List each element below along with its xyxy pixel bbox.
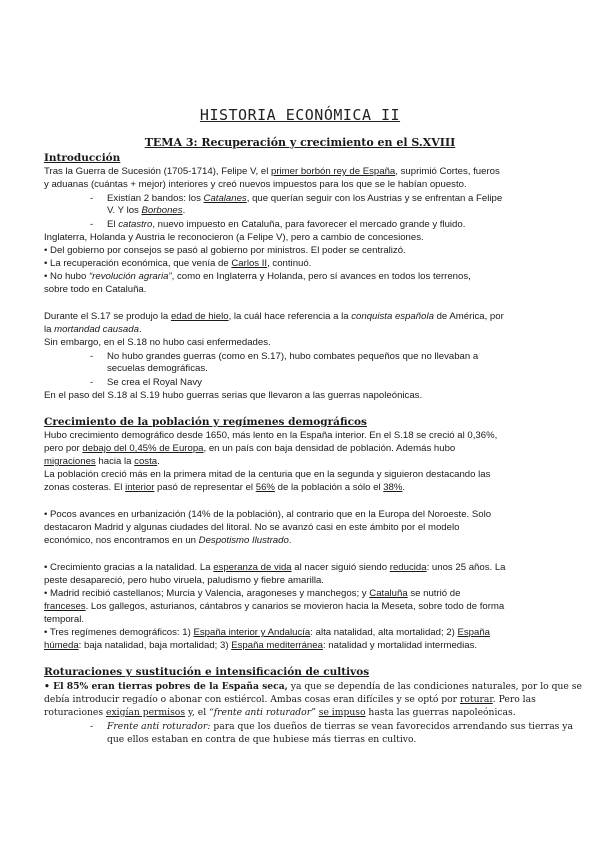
- pob-line-2: pero por debajo del 0,45% de Europa, en un país con baja densidad de población. Además hubo: [44, 443, 456, 454]
- intro-bullet-4: Se crea el Royal Navy: [107, 377, 202, 388]
- intro-line-5: • La recuperación económica, que venía de Carlos II, continuó.: [44, 258, 312, 269]
- intro-line-6: • No hubo “revolución agraria”, como en Inglaterra y Holanda, pero sí avances en todos los terrenos,: [44, 271, 471, 282]
- intro-line-4: • Del gobierno por consejos se pasó al gobierno por ministros. El poder se centralizó.: [44, 245, 406, 256]
- pob-line-3: migraciones hacia la costa.: [44, 456, 160, 467]
- pob-line-6: • Pocos avances en urbanización (14% de la población), al contrario que en la Europa del Noroeste. Solo: [44, 509, 492, 520]
- rot-line-1: • El 85% eran tierras pobres de la España seca, ya que se dependía de las condiciones naturales, por lo que se: [44, 681, 582, 692]
- section-heading-intro: Introducción: [44, 152, 121, 164]
- intro-line-2: y aduanas (cuántas + mejor) interiores y creó nuevos impuestos para los que se le habían opuesto.: [44, 179, 467, 190]
- pob-line-4: La población creció más en la primera mitad de la centuria que en la segunda y siguieron destacando las: [44, 469, 491, 480]
- document-subtitle: TEMA 3: Recuperación y crecimiento en el S.XVIII: [144, 136, 456, 149]
- pob-line-14: • Tres regímenes demográficos: 1) España interior y Andalucía: alta natalidad, alta mortalidad; 2) España: [44, 627, 491, 638]
- intro-bullet-3a: No hubo grandes guerras (como en S.17), hubo combates pequeños que no llevaban a: [107, 351, 479, 362]
- pob-line-13: temporal.: [44, 614, 84, 625]
- pob-line-9: • Crecimiento gracias a la natalidad. La esperanza de vida al nacer siguió siendo reducida: unos 25 años. La: [44, 562, 506, 573]
- bullet-dash: -: [90, 219, 94, 230]
- bullet-dash: -: [90, 721, 94, 732]
- intro-bullet-3b: secuelas demográficas.: [107, 363, 208, 374]
- rot-bullet-1a: Frente anti roturador: para que los dueños de tierras se vean favorecidos arrendando sus tierras ya: [107, 721, 573, 732]
- bullet-dash: -: [90, 377, 94, 388]
- bullet-dash: -: [90, 193, 94, 204]
- rot-line-2: debía introducir regadío o abonar con estiércol. Ambas cosas eran difíciles y se optó por roturar. Pero las: [44, 694, 536, 705]
- intro-line-8: Durante el S.17 se produjo la edad de hielo, la cuál hace referencia a la conquista española de América, por: [44, 311, 504, 322]
- pob-line-7: destacaron Madrid y algunas ciudades del litoral. No se avanzó casi en este ámbito por el modelo: [44, 522, 460, 533]
- intro-line-9: la mortandad causada.: [44, 324, 142, 335]
- intro-line-3: Inglaterra, Holanda y Austria le reconocieron (a Felipe V), pero a cambio de concesiones.: [44, 232, 424, 243]
- pob-line-12: franceses. Los gallegos, asturianos, cántabros y canarios se movieron hacia la Meseta, sobre todo de forma: [44, 601, 505, 612]
- bullet-dash: -: [90, 351, 94, 362]
- rot-line-3: roturaciones exigían permisos y, el “frente anti roturador” se impuso hasta las guerras napoleónicas.: [44, 707, 516, 718]
- intro-line-7: sobre todo en Cataluña.: [44, 284, 147, 295]
- intro-line-10: Sin embargo, en el S.18 no hubo casi enfermedades.: [44, 337, 271, 348]
- intro-line-11: En el paso del S.18 al S.19 hubo guerras serias que llevaron a las guerras napoleónicas.: [44, 390, 423, 401]
- pob-line-5: zonas costeras. El interior pasó de representar el 56% de la población a sólo el 38%.: [44, 482, 406, 493]
- pob-line-1: Hubo crecimiento demográfico desde 1650, más lento en la España interior. En el S.18 se creció al 0,36%,: [44, 430, 498, 441]
- section-heading-poblacion: Crecimiento de la población y regímenes demográficos: [44, 416, 367, 428]
- intro-bullet-2: El catastro, nuevo impuesto en Cataluña, para favorecer el mercado grande y fluido.: [107, 219, 466, 230]
- intro-line-1: Tras la Guerra de Sucesión (1705-1714), Felipe V, el primer borbón rey de España, suprimió Cortes, fueros: [44, 166, 500, 177]
- rot-bullet-1b: que ellos estaban en contra de que hubiese más tierras en cultivo.: [107, 734, 417, 745]
- intro-bullet-1b: V. Y los Borbones.: [107, 205, 186, 216]
- intro-bullet-1a: Existían 2 bandos: los Catalanes, que querían seguir con los Austrias y se enfrentan a Felipe: [107, 193, 503, 204]
- document-title: HISTORIA ECONÓMICA II: [199, 106, 401, 124]
- pob-line-10: peste desapareció, pero hubo viruela, paludismo y fiebre amarilla.: [44, 575, 324, 586]
- pob-line-15: húmeda: baja natalidad, baja mortalidad; 3) España mediterránea: natalidad y mortalidad intermedias.: [44, 640, 478, 651]
- pob-line-8: económico, nos encontramos en un Despotismo Ilustrado.: [44, 535, 292, 546]
- section-heading-roturaciones: Roturaciones y sustitución e intensificación de cultivos: [44, 666, 370, 678]
- pob-line-11: • Madrid recibió castellanos; Murcia y Valencia, aragoneses y manchegos; y Cataluña se nutrió de: [44, 588, 461, 599]
